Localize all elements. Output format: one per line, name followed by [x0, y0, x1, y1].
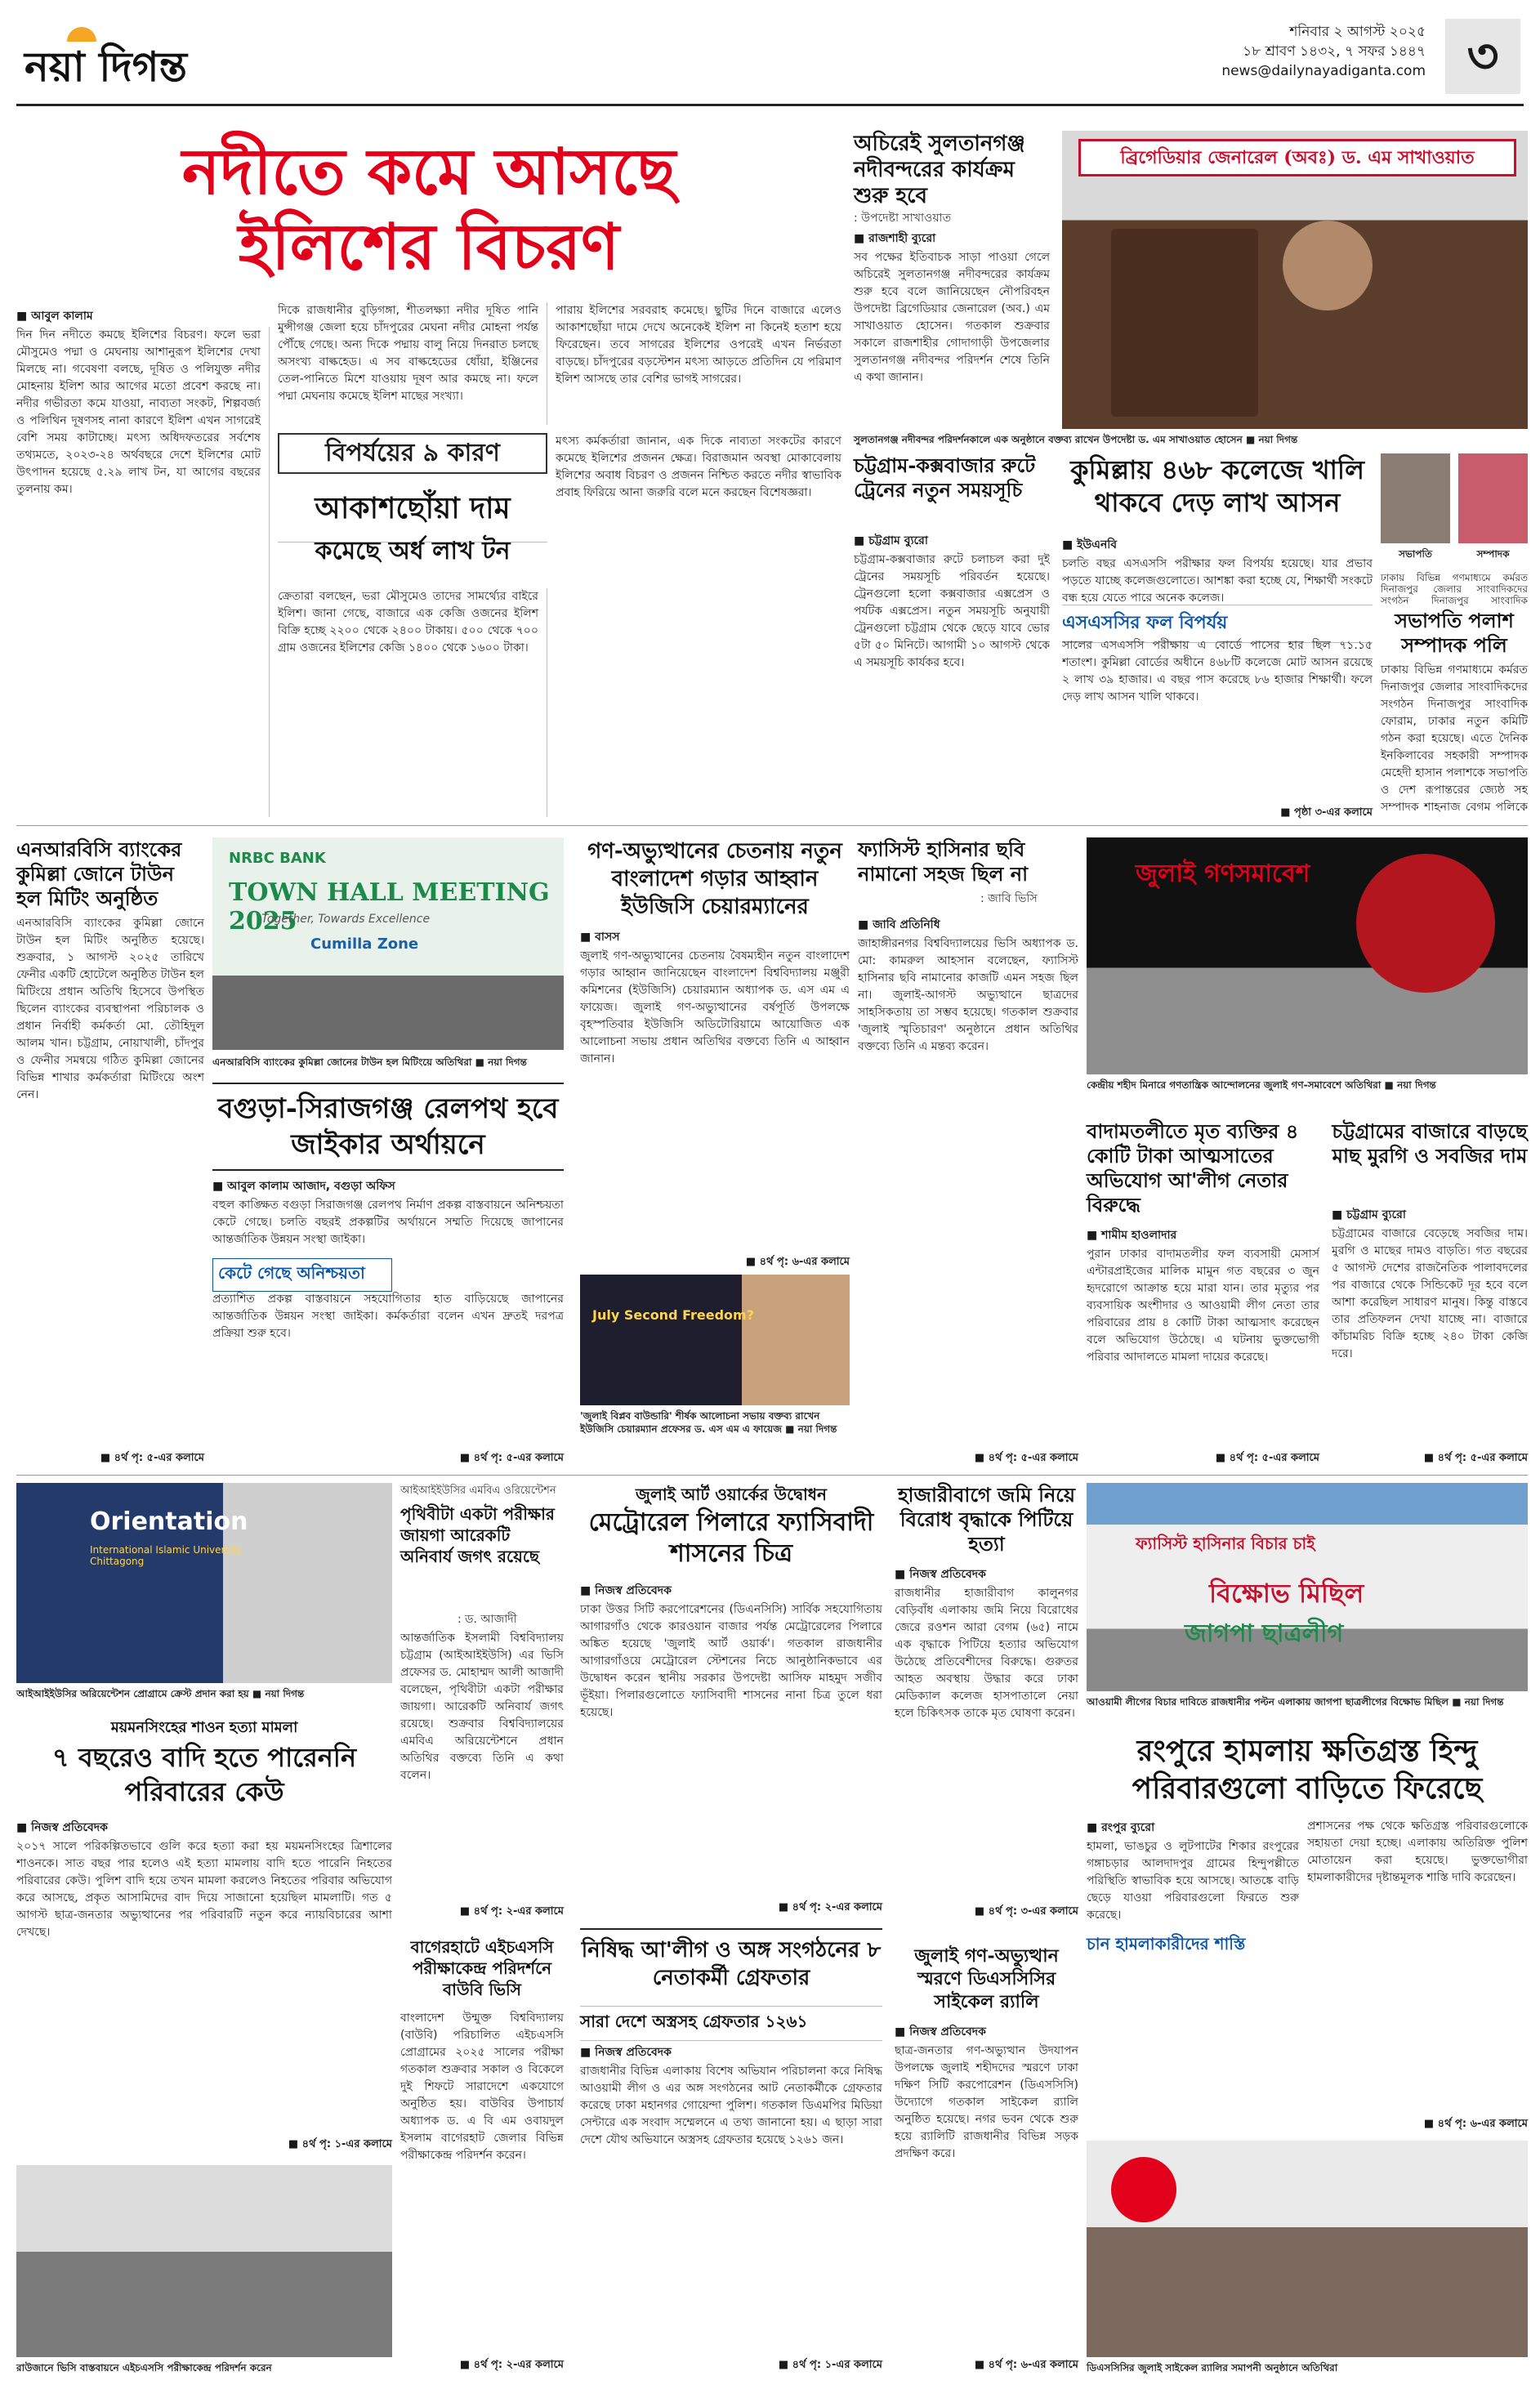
masthead	[16, 12, 1524, 106]
nrbc-logo: NRBC BANK	[229, 850, 326, 867]
exam-center-caption: রাউজানে ভিসি বাস্তবায়নে এইচএসসি পরীক্ষাকেন্দ্র পরিদর্শন করেন	[16, 2362, 272, 2373]
jagpa-photo	[1087, 1483, 1528, 1691]
nrbc-banner-zone: Cumilla Zone	[310, 936, 419, 953]
train-headline[interactable]: চট্টগ্রাম-কক্সবাজার রুটে ট্রেনের নতুন সময়সূচি	[854, 453, 1036, 502]
hilsa-box-title: বিপর্যয়ের ৯ কারণ	[278, 433, 547, 474]
jabi-body: জাহাঙ্গীরনগর বিশ্ববিদ্যালয়ের ভিসি অধ্যাপক ড. মো: কামরুল আহসান বলেছেন, ফ্যাসিস্ট হাসিনার ছবি নামানোর কাজটি এমন সহজ ছিল না। জুলাই-আগস্ট অভ্যুত্থানে ছাত্রদের সাহসিকতায় তা সম্ভব হয়েছে। গতকাল শুক্রবার 'জুলাই স্মৃতিচারণ' অনুষ্ঠানে প্রধান অতিথির বক্তব্যে তিনি এ মন্তব্য করেন।	[858, 937, 1078, 1053]
bou-continued[interactable]: ■ ৪র্থ পৃ: ২-এর কলামে	[459, 2359, 564, 2371]
ugc-screen-text: July Second Freedom?	[592, 1307, 754, 1323]
hazaribagh-body: রাজধানীর হাজারীবাগ কালুনগর বেড়িবাঁধ এলাকায় জমি নিয়ে বিরোধের জেরে রওশন আরা বেগম (৬৫) নামে এক বৃদ্ধাকে পিটিয়ে হত্যার অভিযোগ উঠেছে প্রতিবেশীদের বিরুদ্ধে। গুরুতর আহত অবস্থায় উদ্ধার করে ঢাকা মেডিক্যাল কলেজ হাসপাতালে নেয়া হলে চিকিৎসক তাকে মৃত ঘোষণা করেন।	[895, 1587, 1078, 1720]
ugc-photo	[580, 1275, 850, 1405]
rangpur-body-2: প্রশাসনের পক্ষ থেকে ক্ষতিগ্রস্ত পরিবারগুলোকে সহায়তা দেয়া হচ্ছে। এলাকায় অতিরিক্ত পুলিশ মোতায়েন করা হয়েছে। ভুক্তভোগীরা হামলাকারীদের দৃষ্টান্তমূলক শাস্তি দাবি করেছেন।	[1307, 1820, 1528, 1884]
metro-headline[interactable]: মেট্রোরেল পিলারে ফ্যাসিবাদী শাসনের চিত্র	[588, 1508, 874, 1568]
nrbc-headline[interactable]: এনআরবিসি ব্যাংকের কুমিল্লা জোনে টাউন হল মিটিং অনুষ্ঠিত	[16, 837, 182, 910]
bou-body: বাংলাদেশ উন্মুক্ত বিশ্ববিদ্যালয় (বাউবি) পরিচালিত এইচএসসি প্রোগ্রামের ২০২৫ সালের পরীক্ষা গতকাল শুক্রবার সকাল ও বিকেলে দুই শিফটে সারাদেশে একযোগে অনুষ্ঠিত হয়। বাউবির উপাচার্য অধ্যাপক ড. এ বি এম ওবায়দুল ইসলাম বাগেরহাট জেলার বিভিন্ন পরীক্ষাকেন্দ্র পরিদর্শন করেন।	[400, 2012, 564, 2162]
red-sun-emblem	[1111, 2157, 1176, 2222]
bogura-byline: ■ আবুল কালাম আজাদ, বগুড়া অফিস	[212, 1180, 395, 1193]
metro-continued[interactable]: ■ ৪র্থ পৃ: ২-এর কলামে	[778, 1901, 882, 1913]
comilla-body-1: চলতি বছর এসএসসি পরীক্ষার ফল বিপর্যয় হয়েছে। যার প্রভাব পড়তে যাচ্ছে কলেজগুলোতে। আশঙ্কা করা হচ্ছে যে, শিক্ষার্থী সংকটে বন্ধ হয়ে যেতে পারে অনেক কলেজ।	[1062, 557, 1373, 605]
dscc-photo	[1087, 2141, 1528, 2357]
newspaper-logo	[25, 37, 187, 105]
hilsa-column-3b: মৎস্য কর্মকর্তারা জানান, এক দিকে নাব্যতা সংকটের কারণে কমেছে ইলিশের প্রজনন ক্ষেত্র। বিরাজমান অবস্থা মোকাবেলায় ইলিশের অবাধ বিচরণ ও প্রজনন নিশ্চিত করতে নদীর স্বাভাবিক প্রবাহ ফিরিয়ে আনা জরুরি বলে মনে করছেন বিশেষজ্ঞরা।	[556, 435, 841, 499]
sultanganj-kicker: : উপদেষ্টা সাখাওয়াত	[854, 212, 952, 225]
nrbc-banner-tagline: Together, Towards Excellence	[261, 913, 431, 926]
sultanganj-body: সব পক্ষের ইতিবাচক সাড়া পাওয়া গেলে অচিরেই সুলতানগঞ্জ নদীবন্দরের কার্যক্রম শুরু হবে বলে জানিয়েছেন নৌপরিবহন উপদেষ্টা ব্রিগেডিয়ার জেনারেল (অব.) এম সাখাওয়াত হোসেন। গতকাল শুক্রবার সকালে রাজশাহীর গোদাগাড়ী উপজেলার সুলতানগঞ্জ নদীবন্দর পরিদর্শন শেষে তিনি এ কথা জানান।	[854, 251, 1050, 384]
hilsa-column-2: দিকে রাজধানীর বুড়িগঙ্গা, শীতলক্ষ্যা নদীর দূষিত পানি মুন্সীগঞ্জ জেলা হয়ে চাঁদপুরের মেঘনা নদীর মোহনা পর্যন্ত পৌঁছে গেছে। অন্য দিকে পদ্মায় বালু নিয়ে দিনরাত চলছে অসংখ্য বাল্কহেড। এ সব বাল্কহেডের ধোঁয়া, ইঞ্জিনের তেল-পানিতে মিশে যাওয়ায় দূষণ আর কমছে না। ফলে পদ্মা মেঘনায় কমেছে ইলিশ মাছের সংখ্যা।	[278, 302, 547, 425]
sultanganj-caption: সুলতানগঞ্জ নদীবন্দর পরিদর্শনকালে এক অনুষ্ঠানে বক্তব্য রাখেন উপদেষ্টা ড. এম সাখাওয়াত হোসেন ■ নয়া দিগন্ত	[854, 434, 1298, 445]
iiuc-headline[interactable]: পৃথিবীটা একটা পরীক্ষার জায়গা আরেকটি অনিবার্য জগৎ রয়েছে	[400, 1504, 555, 1566]
jagpa-banner-3: জাগপা ছাত্রলীগ	[1185, 1619, 1344, 1648]
iiuc-kicker: আইআইইউসির এমবিএ ওরিয়েন্টেশন	[400, 1485, 556, 1497]
sultanganj-byline: ■ রাজশাহী ব্যুরো	[854, 232, 936, 245]
rangpur-subhead: চান হামলাকারীদের শাস্তি	[1087, 1934, 1246, 1954]
president-label: সভাপতি	[1399, 548, 1432, 560]
ugc-body: জুলাই গণ-অভ্যুত্থানের চেতনায় বৈষম্যহীন নতুন বাংলাদেশ গড়ার আহ্বান জানিয়েছেন বাংলাদেশ বিশ্ববিদ্যালয় মঞ্জুরী কমিশনের (ইউজিসি) চেয়ারম্যান অধ্যাপক ড. এস এম এ ফায়েজ। জুলাই গণ-অভ্যুত্থানের বর্ষপূর্তি উপলক্ষে বৃহস্পতিবার ইউজিসি অডিটোরিয়ামে আয়োজিত এক আলোচনা সভায় প্রধান অতিথির বক্তব্যে তিনি এ আহ্বান জানান।	[580, 949, 850, 1065]
comilla-byline: ■ ইউএনবি	[1062, 538, 1118, 551]
dscc-body: ছাত্র-জনতার গণ-অভ্যুত্থান উদযাপন উপলক্ষে জুলাই শহীদদের স্মরণে ঢাকা দক্ষিণ সিটি করপোরেশন (ডিএসসিসি) উদ্যোগে গতকাল সাইকেল র‍্যালি অনুষ্ঠিত হয়েছে। নগর ভবন থেকে শুরু হয়ে র‍্যালিটি রাজধানীর বিভিন্ন সড়ক প্রদক্ষিণ করে।	[895, 2044, 1078, 2160]
july-rally-caption: কেন্দ্রীয় শহীদ মিনারে গণতান্ত্রিক আন্দোলনের জুলাই গণ-সমাবেশে অতিথিরা ■ নয়া দিগন্ত	[1087, 1079, 1436, 1091]
iiuc-banner-title: Orientation	[90, 1507, 248, 1536]
section-divider-1	[16, 825, 1528, 826]
comilla-continued[interactable]: ■ পৃষ্ঠা ৩-এর কলামে	[1280, 806, 1373, 819]
iiuc-byline-quote: : ড. আজাদী	[458, 1613, 517, 1626]
forum-body: ঢাকায় বিভিন্ন গণমাধ্যমে কর্মরত দিনাজপুর জেলার সাংবাদিকদের সংগঠন দিনাজপুর সাংবাদিক ফোরাম, ঢাকার নতুন কমিটি গঠন করা হয়েছে। এতে দৈনিক ইনকিলাবের সহকারী সম্পাদক মেহেদী হাসান পলাশকে সভাপতি ও দেশ রূপান্তরের জ্যেষ্ঠ সহ সম্পাদক শাহনাজ বেগম পলিকে	[1381, 663, 1528, 814]
hilsa-column-3: পারায় ইলিশের সরবরাহ কমেছে। ছুটির দিনে বাজারে এলেও আকাশছোঁয়া দামে দেখে অনেকেই ইলিশ না কিনেই হতাশ হয়ে ফিরেছেন। তবে সাগরের ইলিশের ওপরেই এখন নির্ভরতা বাড়ছে। চাঁদপুরের বড়স্টেশন মৎস্য আড়তে প্রতিদিন যে পরিমাণ ইলিশ আসছে তার বেশির ভাগই সাগরের।	[556, 304, 841, 386]
dscc-headline[interactable]: জুলাই গণ-অভ্যুত্থান স্মরণে ডিএসসিসির সাইকেল র‍্যালি	[914, 1945, 1059, 2012]
sultanganj-headline[interactable]: অচিরেই সুলতানগঞ্জ নদীবন্দরের কার্যক্রম শুরু হবে	[854, 132, 1025, 208]
comilla-subhead: এসএসসির ফল বিপর্যয়	[1062, 605, 1373, 643]
bogura-subhead: কেটে গেছে অনিশ্চয়তা	[212, 1258, 392, 1292]
ugc-caption: 'জুলাই বিপ্লব বাউন্ডারি' শীর্ষক আলোচনা সভায় বক্তব্য রাখেন ইউজিসি চেয়ারম্যান প্রফেসর ড. এস এম এ ফায়েজ ■ নয়া দিগন্ত	[580, 1410, 837, 1435]
arrest-body: রাজধানীর বিভিন্ন এলাকায় বিশেষ অভিযান পরিচালনা করে নিষিদ্ধ আওয়ামী লীগ ও এর অঙ্গ সংগঠনের আট নেতাকর্মীকে গ্রেফতার করেছে ঢাকা মহানগর গোয়েন্দা পুলিশ। গতকাল ডিএমপির মিডিয়া সেন্টারে এক সংবাদ সম্মেলনে এ তথ্য জানানো হয়। এ ছাড়া সারা দেশে যৌথ অভিযানে অস্ত্রসহ গ্রেফতার হয়েছে ১২৬১ জন।	[580, 2065, 882, 2146]
bogura-headline-box	[212, 1083, 564, 1171]
ctg-market-byline: ■ চট্টগ্রাম ব্যুরো	[1332, 1208, 1406, 1221]
rangpur-byline: ■ রংপুর ব্যুরো	[1087, 1821, 1155, 1834]
comilla-headline[interactable]: কুমিল্লায় ৪৬৮ কলেজে খালি থাকবে দেড় লাখ আসন	[1070, 454, 1364, 518]
red-circle-decoration	[1356, 854, 1495, 993]
arrest-byline: ■ নিজস্ব প্রতিবেদক	[580, 2046, 672, 2059]
iiuc-continued[interactable]: ■ ৪র্থ পৃ: ২-এর কলামে	[459, 1905, 564, 1918]
hilsa-headline[interactable]: নদীতে কমে আসছে ইলিশের বিচরণ	[181, 135, 676, 284]
train-body: চট্টগ্রাম-কক্সবাজার রুটে চলাচল করা দুই ট্রেনের সময়সূচি পরিবর্তন হয়েছে। ট্রেনগুলো হলো কক্সবাজার এক্সপ্রেস ও পর্যটক এক্সপ্রেস। নতুন সময়সূচি অনুযায়ী ট্রেনগুলো চট্টগ্রাম থেকে ছেড়ে যাবে ভোর ৫টা ৫০ মিনিটে। আগামী ১০ আগস্ট থেকে এ সময়সূচি কার্যকর হবে।	[854, 553, 1050, 669]
badamtoli-headline[interactable]: বাদামতলীতে মৃত ব্যক্তির ৪ কোটি টাকা আত্মসাতের অভিযোগ আ'লীগ নেতার বিরুদ্ধে	[1087, 1119, 1299, 1217]
arrest-headline[interactable]: নিষিদ্ধ আ'লীগ ও অঙ্গ সংগঠনের ৮ নেতাকর্মী গ্রেফতার	[581, 1938, 882, 1990]
ugc-continued[interactable]: ■ ৪র্থ পৃ: ৬-এর কলামে	[745, 1256, 850, 1268]
ctg-market-headline[interactable]: চট্টগ্রামের বাজারে বাড়ছে মাছ মুরগি ও সবজির দাম	[1332, 1119, 1528, 1168]
rangpur-headline[interactable]: রংপুরে হামলায় ক্ষতিগ্রস্ত হিন্দু পরিবারগুলো বাড়িতে ফিরেছে	[1132, 1734, 1483, 1806]
nrbc-body: এনআরবিসি ব্যাংকের কুমিল্লা জোনে টাউন হল মিটিং অনুষ্ঠিত হয়েছে। শুক্রবার, ১ আগস্ট ২০২৫ তারিখে ফেনীর একটি হোটেলে অনুষ্ঠিত টাউন হল মিটিংয়ে প্রধান অতিথি হিসেবে উপস্থিত ছিলেন ব্যাংকের ব্যবস্থাপনা পরিচালক ও প্রধান নির্বাহী কর্মকর্তা মো. তৌহিদুল আলম খান। চট্টগ্রাম, নোয়াখালী, চাঁদপুর ও ফেনীর সমন্বয়ে গঠিত কুমিল্লা জোনের বিভিন্ন শাখার কর্মকর্তারা মিটিংয়ে অংশ নেন।	[16, 917, 204, 1101]
dateline	[1221, 22, 1426, 81]
metro-kicker: জুলাই আর্ট ওয়ার্কের উদ্বোধন	[636, 1485, 827, 1504]
date-bengali: ১৮ শ্রাবণ ১৪৩২, ৭ সফর ১৪৪৭	[1243, 43, 1426, 60]
logo-text: নয়া দিগন্ত	[25, 42, 188, 91]
bogura-continued[interactable]: ■ ৪র্থ পৃ: ৫-এর কলামে	[459, 1452, 564, 1464]
ctg-market-body: চট্টগ্রামের বাজারে বেড়েছে সবজির দাম। মুরগি ও মাছের দামও বাড়তি। গত বছরের ৫ আগস্ট দেশের রাজনৈতিক পালাবদলের পর বাজারে থেকে সিন্ডিকেট দূর হবে বলে আশা করেছিল সাধারণ মানুষ। কিন্তু বাস্তবে তার প্রতিফলন দেখা যাচ্ছে না। বাজারে কাঁচামরিচ বিক্রি হচ্ছে ২৪০ টাকা কেজি দরে।	[1332, 1227, 1528, 1360]
badamtoli-byline: ■ শামীম হাওলাদার	[1087, 1229, 1177, 1242]
rally-banner: জুলাই গণসমাবেশ	[1136, 860, 1310, 888]
date-gregorian: শনিবার ২ আগস্ট ২০২৫	[1289, 24, 1426, 40]
iiuc-banner-university: International Islamic University Chittagong	[90, 1544, 243, 1567]
event-banner: ব্রিগেডিয়ার জেনারেল (অবঃ) ড. এম সাখাওয়াত	[1078, 139, 1516, 176]
speaker-figure	[1283, 221, 1373, 310]
badamtoli-body: পুরান ঢাকার বাদামতলীর ফল ব্যবসায়ী মেসার্স এন্টারপ্রাইজের মালিক মামুন গত বছরের ৩ জুন হৃদরোগে আক্রান্ত হয়ে মারা যান। তার মৃত্যুর পর ব্যবসায়িক অংশীদার ও আওয়ামী লীগ নেতা তার পরিবারের প্রায় ৪ কোটি টাকা আত্মসাৎ করেছেন বলে অভিযোগ উঠেছে। এ ঘটনায় ভুক্তভোগী পরিবার আদালতে মামলা দায়ের করেছে।	[1087, 1248, 1319, 1364]
hilsa-column-2b: ক্রেতারা বলছেন, ভরা মৌসুমেও তাদের সামর্থ্যের বাইরে ইলিশ। জানা গেছে, বাজারে এক কেজি ওজনের ইলিশ বিক্রি হচ্ছে ২২০০ থেকে ২৪০০ টাকায়। ৫০০ থেকে ৭০০ গ্রাম ওজনের ইলিশের কেজি ১৪০০ থেকে ১৬০০ টাকা।	[278, 588, 547, 817]
ugc-byline: ■ বাসস	[580, 931, 620, 944]
forum-intro: ঢাকায় বিভিন্ন গণমাধ্যমে কর্মরত দিনাজপুর জেলার সাংবাদিকদের সংগঠন দিনাজপুর সাংবাদিক	[1381, 572, 1528, 606]
forum-portraits	[1381, 453, 1528, 568]
hilsa-subhead-price: আকাশছোঁয়া দাম	[278, 486, 547, 543]
bou-headline[interactable]: বাগেরহাটে এইচএসসি পরীক্ষাকেন্দ্র পরিদর্শনে বাউবি ভিসি	[410, 1937, 554, 1999]
hilsa-subhead-production: কমেছে অর্ধ লাখ টন	[315, 537, 511, 565]
jabi-continued[interactable]: ■ ৪র্থ পৃ: ৫-এর কলামে	[974, 1452, 1078, 1464]
mymensingh-byline: ■ নিজস্ব প্রতিবেদক	[16, 1821, 108, 1834]
rangpur-body-1: হামলা, ভাঙচুর ও লুটপাটের শিকার রংপুরের গঙ্গাচড়ার আলদাদপুর গ্রামের হিন্দুপল্লীতে পরিস্থিতি স্বাভাবিক হয়ে আসছে। আতঙ্কে বাড়ি ছেড়ে যাওয়া পরিবারগুলো ফিরতে শুরু করেছে।	[1087, 1840, 1299, 1922]
july-rally-photo	[1087, 837, 1528, 1074]
exam-center-photo	[16, 2165, 392, 2357]
hazaribagh-continued[interactable]: ■ ৪র্থ পৃ: ৩-এর কলামে	[974, 1905, 1078, 1918]
president-portrait	[1381, 453, 1450, 543]
bogura-body-1: বহুল কাঙ্ক্ষিত বগুড়া সিরাজগঞ্জ রেলপথ নির্মাণ প্রকল্প বাস্তবায়নে অনিশ্চয়তা কেটে গেছে। চলতি বছরই প্রকল্পটির অর্থায়নে সম্মতি দিয়েছে জাপানের আন্তর্জাতিক উন্নয়ন সংস্থা জাইকা।	[212, 1199, 564, 1246]
rangpur-continued[interactable]: ■ ৪র্থ পৃ: ৬-এর কলামে	[1423, 2118, 1528, 2130]
sun-icon	[67, 27, 96, 42]
iiuc-caption: আইআইইউসির অরিয়েন্টেশন প্রোগ্রামে ক্রেস্ট প্রদান করা হয় ■ নয়া দিগন্ত	[16, 1688, 305, 1699]
comilla-body-2: সালের এসএসসি পরীক্ষায় এ বোর্ডে পাসের হার ছিল ৭১.১৫ শতাংশ। কুমিল্লা বোর্ডের অধীনে ৪৬৮টি কলেজে মোট আসন রয়েছে ২ লাখ ৩৯ হাজার। এ বছর পাস করেছে ৮৬ হাজার শিক্ষার্থী। ফলে দেড় লাখ আসন খালি থাকবে।	[1062, 639, 1373, 703]
secretary-portrait	[1458, 453, 1528, 543]
jabi-byline: ■ জাবি প্রতিনিধি	[858, 918, 940, 931]
page-number: ৩	[1445, 19, 1520, 94]
nrbc-continued[interactable]: ■ ৪র্থ পৃ: ৫-এর কলামে	[100, 1452, 204, 1464]
secretary-label: সম্পাদক	[1476, 548, 1510, 560]
dscc-byline: ■ নিজস্ব প্রতিবেদক	[895, 2025, 986, 2039]
mymensingh-body: ২০১৭ সালে পরিকল্পিতভাবে গুলি করে হত্যা করা হয় ময়মনসিংহের ত্রিশালের শাওনকে। সাত বছর পার হলেও এই হত্যা মামলায় বাদি হতে পারেনি নিহতের পরিবারের কেউ। পুলিশ বাদি হয়ে তখন মামলা করলেও নিহতের পরিবার অভিযোগ করে আসছে, প্রকৃত আসামিদের বাদ দিয়ে সাজানো হয়েছিল মামলাটি। গত ৫ আগস্ট ছাত্র-জনতার অভ্যুত্থানের পর পরিবারটি নতুন করে ন্যায়বিচারের আশা দেখছে।	[16, 1840, 392, 1939]
nrbc-caption: এনআরবিসি ব্যাংকের কুমিল্লা জোনের টাউন হল মিটিংয়ে অতিথিরা ■ নয়া দিগন্ত	[212, 1056, 527, 1068]
arrest-subhead: সারা দেশে অস্ত্রসহ গ্রেফতার ১২৬১	[580, 2006, 882, 2041]
bogura-headline[interactable]: বগুড়া-সিরাজগঞ্জ রেলপথ হবে জাইকার অর্থায়নে	[217, 1092, 559, 1161]
hazaribagh-byline: ■ নিজস্ব প্রতিবেদক	[895, 1568, 986, 1581]
hazaribagh-headline[interactable]: হাজারীবাগে জমি নিয়ে বিরোধ বৃদ্ধাকে পিটিয়ে হত্যা	[897, 1483, 1076, 1556]
bogura-body-2: প্রত্যাশিত প্রকল্প বাস্তবায়নে সহযোগিতার হাত বাড়িয়েছে জাপানের আন্তর্জাতিক উন্নয়ন সংস্থা জাইকা। কর্মকর্তারা বলেন এখন দ্রুতই দরপত্র প্রক্রিয়া শুরু হবে।	[212, 1293, 564, 1340]
jagpa-banner-1: ফ্যাসিস্ট হাসিনার বিচার চাই	[1136, 1534, 1315, 1553]
arrest-headline-box	[580, 1928, 882, 1992]
mymensingh-kicker: ময়মনসিংহের শাওন হত্যা মামলা	[110, 1719, 298, 1736]
arrest-continued[interactable]: ■ ৪র্থ পৃ: ১-এর কলামে	[778, 2359, 882, 2371]
ugc-headline[interactable]: গণ-অভ্যুত্থানের চেতনায় নতুন বাংলাদেশ গড়ার আহ্বান ইউজিসি চেয়ারম্যানের	[587, 839, 842, 919]
badamtoli-continued[interactable]: ■ ৪র্থ পৃ: ৫-এর কলামে	[1215, 1452, 1319, 1464]
hilsa-column-1: দিন দিন নদীতে কমছে ইলিশের বিচরণ। ফলে ভরা মৌসুমেও পদ্মা ও মেঘনায় আশানুরূপ ইলিশের দেখা মিলছে না। গবেষণা বলছে, দূষিত ও পলিযুক্ত নদীর মোহনায় ইলিশ আর আগের মতো প্রবেশ করছে না। নদীর গভীরতা কমে যাওয়া, নাব্যতা সংকট, শিল্পবর্জ্য ও পলিথিন দূষণসহ নানা কারণে ইলিশ এখন সাগরেই বেশি সময় কাটাচ্ছে। মৎস্য অধিদফতরের সর্বশেষ তথ্যমতে, ২০২৩-২৪ অর্থবছরে দেশে ইলিশের মোট উৎপাদন হয়েছে ৫.২৯ লাখ টন, যা আগের বছরের তুলনায় কম।	[16, 327, 270, 817]
metro-byline: ■ নিজস্ব প্রতিবেদক	[580, 1584, 672, 1597]
section-divider-2	[16, 1475, 1528, 1476]
jagpa-caption: আওয়ামী লীগের বিচার দাবিতে রাজধানীর পল্টন এলাকায় জাগপা ছাত্রলীগের বিক্ষোভ মিছিল ■ নয়া দিগন্ত	[1087, 1696, 1504, 1708]
mymensingh-continued[interactable]: ■ ৪র্থ পৃ: ১-এর কলামে	[288, 2138, 392, 2150]
jabi-kicker: : জাবি ভিসি	[980, 892, 1038, 905]
ctg-market-continued[interactable]: ■ ৪র্থ পৃ: ৫-এর কলামে	[1423, 1452, 1528, 1464]
nrbc-banner-title: TOWN HALL MEETING 2025	[229, 878, 550, 936]
podium	[1111, 229, 1258, 417]
metro-body: ঢাকা উত্তর সিটি করপোরেশনের (ডিএনসিসি) সার্বিক সহযোগিতায় আগারগাঁও থেকে কারওয়ান বাজার পর্যন্ত মেট্রোরেলের পিলারে অঙ্কিত হয়েছে 'জুলাই আর্ট ওয়ার্ক'। গতকাল রাজধানীর আগারগাঁওয়ে মেট্রোরেল স্টেশনের নিচে আনুষ্ঠানিকভাবে এর উদ্বোধন করেন স্থানীয় সরকার উপদেষ্টা আসিফ মাহমুদ সজীব ভূঁইয়া। পিলারগুলোতে ফ্যাসিবাদী শাসনের নানা চিত্র তুলে ধরা হয়েছে।	[580, 1603, 882, 1719]
sultanganj-photo	[1062, 131, 1528, 429]
mymensingh-headline[interactable]: ৭ বছরেও বাদি হতে পারেননি পরিবারের কেউ	[51, 1742, 357, 1807]
hilsa-headline-block	[16, 135, 841, 290]
train-byline: ■ চট্টগ্রাম ব্যুরো	[854, 534, 928, 547]
email-address[interactable]: news@dailynayadiganta.com	[1221, 63, 1426, 79]
jabi-headline[interactable]: ফ্যাসিস্ট হাসিনার ছবি নামানো সহজ ছিল না	[858, 837, 1029, 886]
forum-headline[interactable]: সভাপতি পলাশ সম্পাদক পলি	[1395, 609, 1514, 657]
dscc-caption: ডিএসসিসির জুলাই সাইকেল র‍্যালির সমাপনী অনুষ্ঠানে অতিথিরা	[1087, 2362, 1338, 2373]
iiuc-body: আন্তর্জাতিক ইসলামী বিশ্ববিদ্যালয় চট্টগ্রাম (আইআইইউসি) এর ভিসি প্রফেসর ড. মোহাম্মদ আলী আজাদী বলেছেন, পৃথিবীটা একটা পরীক্ষার জায়গা। আরেকটি অনিবার্য জগৎ রয়েছে। শুক্রবার বিশ্ববিদ্যালয়ের এমবিএ অরিয়েন্টেশনে প্রধান অতিথির বক্তব্যে তিনি এ কথা বলেন।	[400, 1632, 564, 1782]
iiuc-photo	[16, 1483, 392, 1683]
jagpa-banner-2: বিক্ষোভ মিছিল	[1209, 1578, 1364, 1609]
nrbc-photo	[212, 837, 564, 1050]
dscc-continued[interactable]: ■ ৪র্থ পৃ: ৬-এর কলামে	[974, 2359, 1078, 2371]
hilsa-byline: ■ আবুল কালাম	[16, 310, 93, 323]
